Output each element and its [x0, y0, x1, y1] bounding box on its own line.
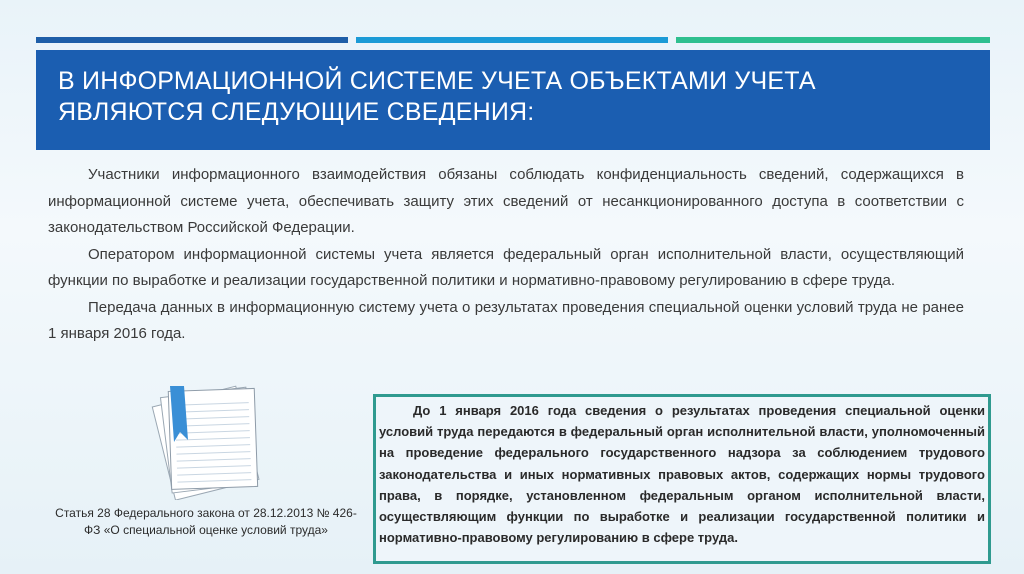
slide-title: [36, 50, 990, 150]
body-text: [48, 162, 964, 348]
accent-bar-light-blue: [356, 37, 668, 43]
callout-text: До 1 января 2016 года сведения о результатах проведения специальной оценки условий труда передаются в федеральный орган исполнительной власти, уполномоченный на проведение федерального государственного надзора за соблюдением трудового законодательства и иных нормативных правовых актов, содержащих нормы трудового права, в порядке, установленном федеральным органом исполнительной власти, осуществляющим функции по выработке и реализации государственной политики и нормативно-правовому регулированию в сфере труда.: [379, 403, 985, 546]
law-citation-caption: Статья 28 Федерального закона от 28.12.2013 № 426-ФЗ «О специальной оценке условий труда»: [55, 506, 357, 537]
slide-title-text: В ИНФОРМАЦИОННОЙ СИСТЕМЕ УЧЕТА ОБЪЕКТАМИ УЧЕТА ЯВЛЯЮТСЯ СЛЕДУЮЩИЕ СВЕДЕНИЯ:: [58, 67, 816, 126]
document-stack-with-bookmark-icon: [140, 380, 280, 500]
callout-box: [373, 394, 991, 564]
paragraph-operator: Оператором информационной системы учета является федеральный орган исполнительной власти, осуществляющий функции по выработке и реализации государственной политики и нормативно-правовому регулированию в сфере труда.: [48, 245, 964, 289]
paragraph-data-transfer: Передача данных в информационную систему учета о результатах проведения специальной оценки условий труда не ранее 1 января 2016 года.: [48, 298, 964, 342]
paragraph-confidentiality: Участники информационного взаимодействия обязаны соблюдать конфиденциальность сведений, содержащихся в информационной системе учета, обеспечивать защиту этих сведений от несанкционированного доступа в соответствии с законодательством Российской Федерации.: [48, 166, 964, 236]
accent-bar-dark-blue: [36, 37, 348, 43]
accent-bar-green: [676, 37, 990, 43]
